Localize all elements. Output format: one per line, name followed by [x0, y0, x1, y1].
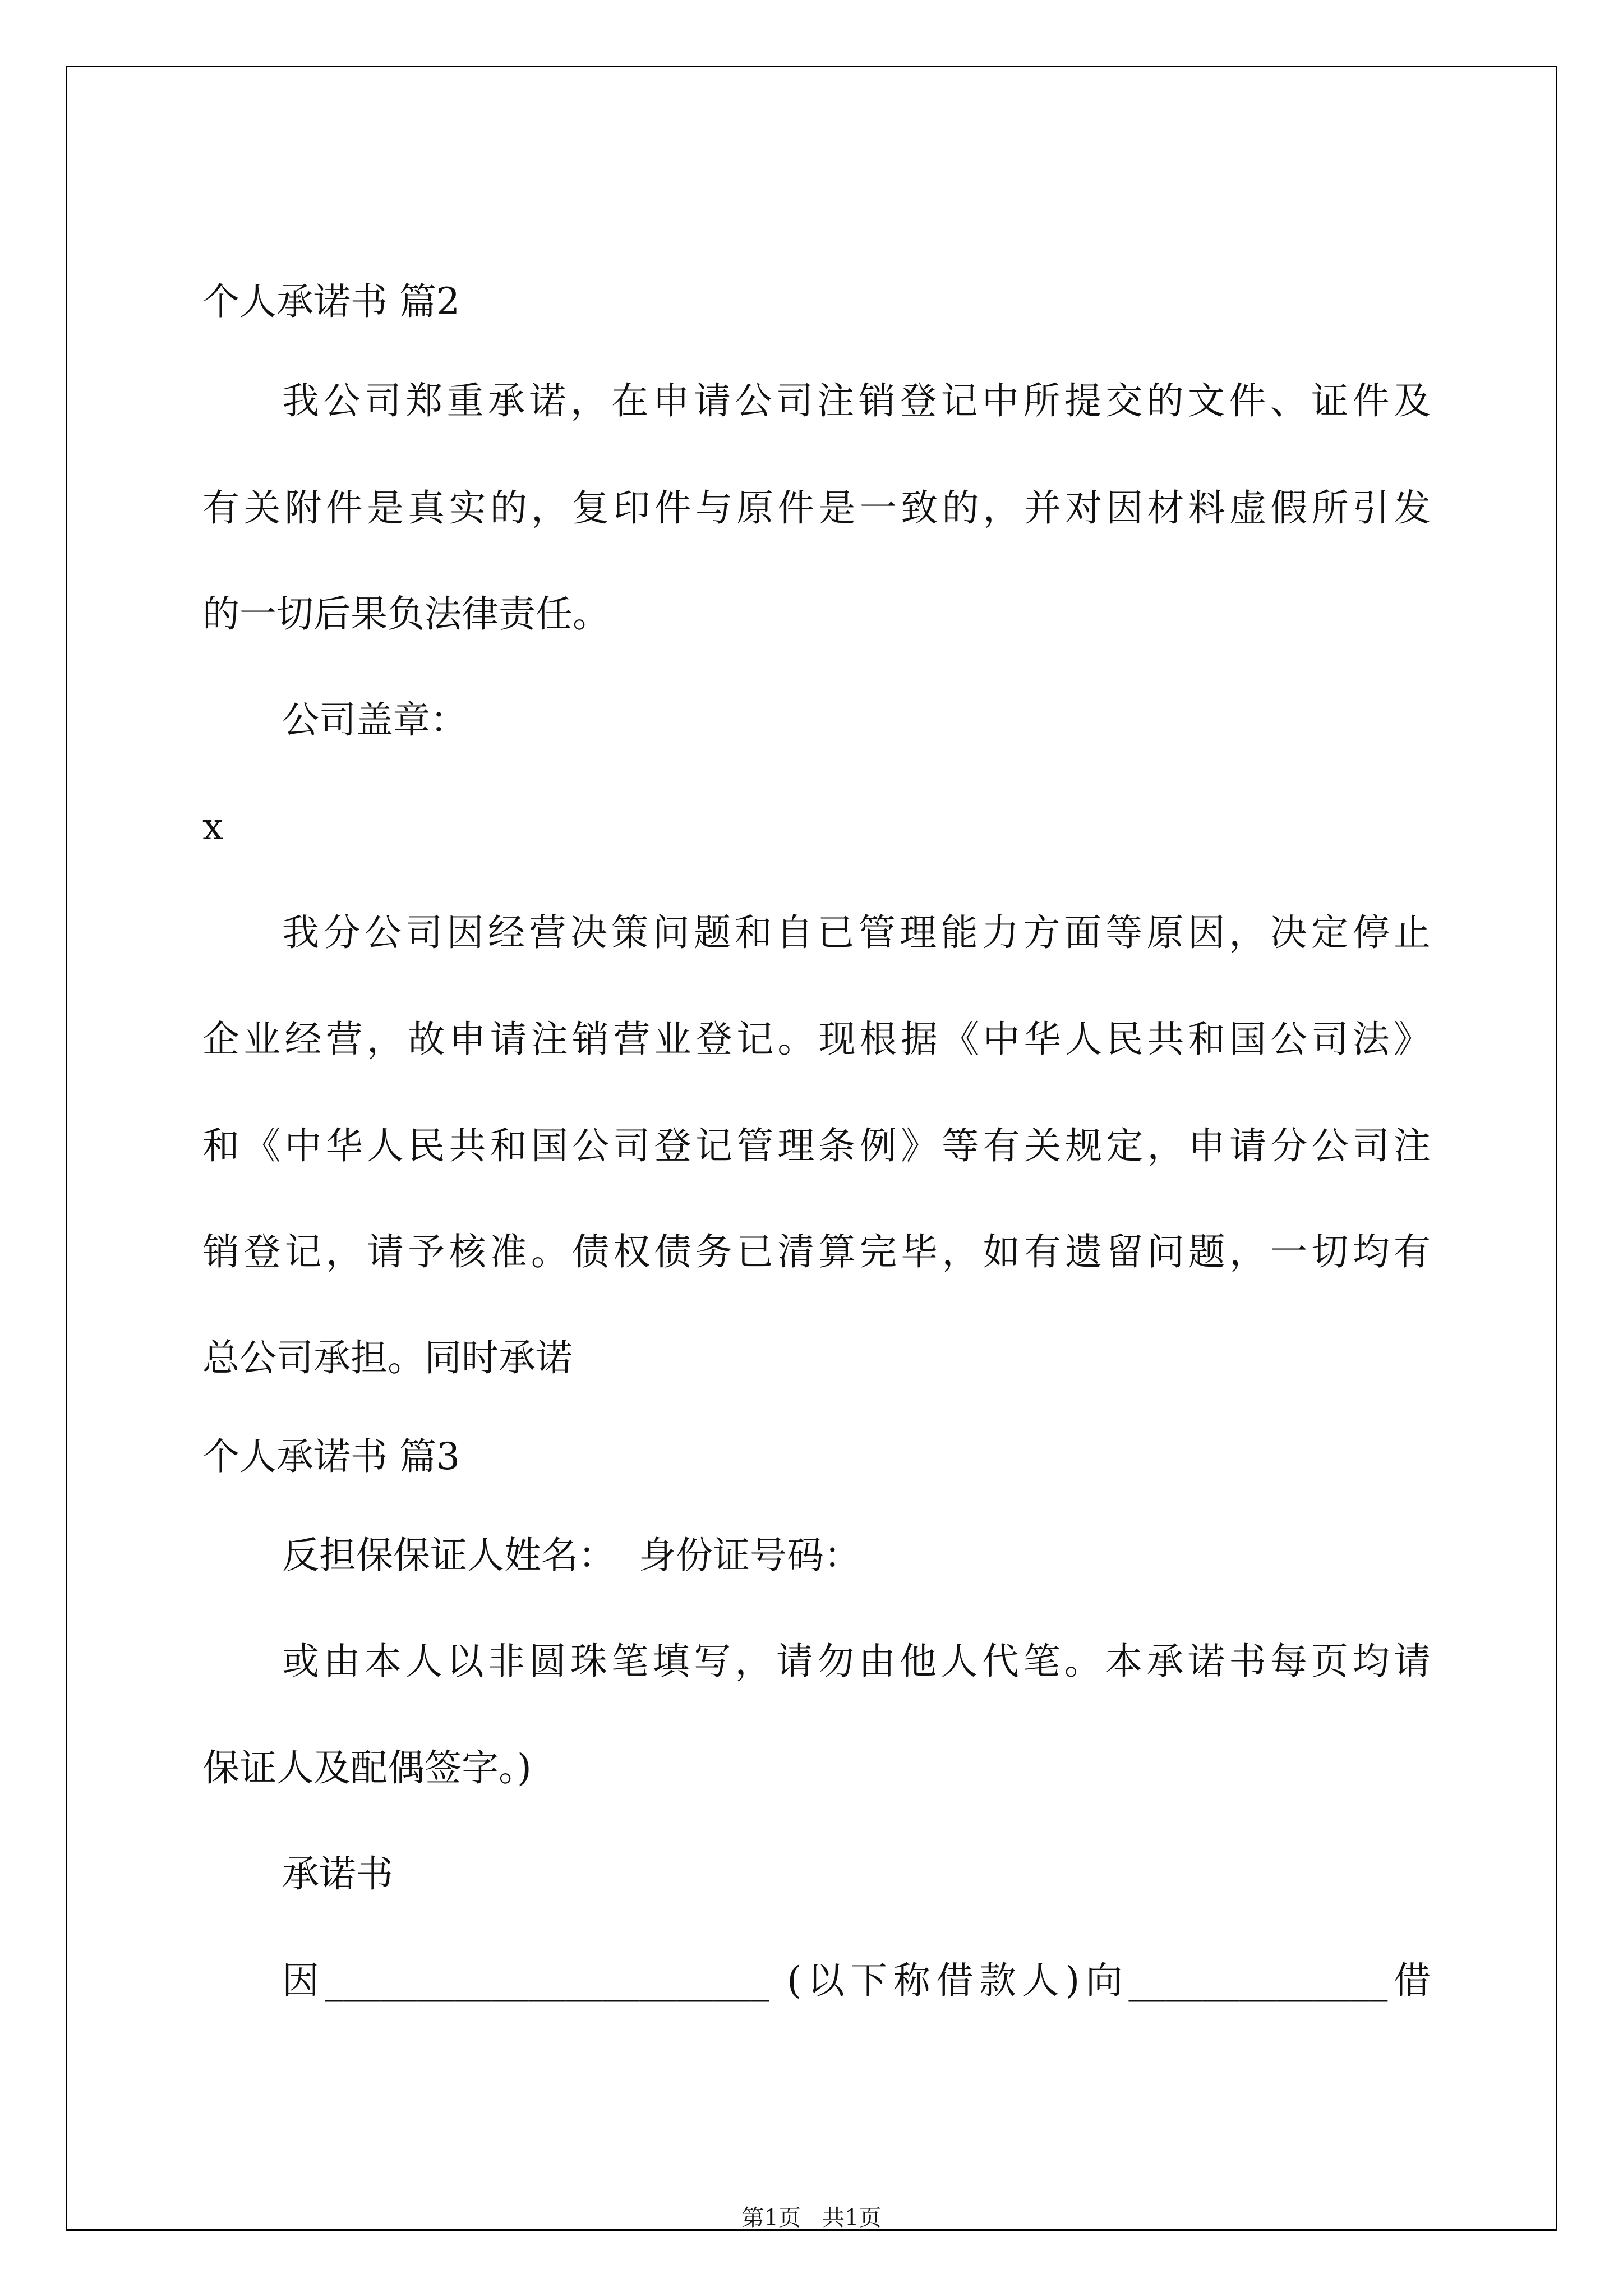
- paragraph-line: 保证人及配偶签字。): [202, 1746, 532, 1789]
- commitment-title: 承诺书: [282, 1852, 393, 1895]
- paragraph-line: 因________________________ (以下称借款人)向______________借: [282, 1959, 1431, 2002]
- paragraph-line: 我公司郑重承诺，在申请公司注销登记中所提交的文件、证件及: [282, 379, 1431, 422]
- paragraph-line: 反担保保证人姓名： 身份证号码：: [282, 1534, 861, 1577]
- paragraph-line: 企业经营，故申请注销营业登记。现根据《中华人民共和国公司法》: [202, 1018, 1431, 1061]
- paragraph-line: 的一切后果负法律责任。: [202, 592, 610, 636]
- document-page: [66, 66, 1557, 2231]
- paragraph-line: 或由本人以非圆珠笔填写，请勿由他人代笔。本承诺书每页均请: [282, 1640, 1431, 1683]
- paragraph-line: 和《中华人民共和国公司登记管理条例》等有关规定，申请分公司注: [202, 1124, 1431, 1167]
- page-footer: 第1页 共1页: [741, 2205, 882, 2231]
- paragraph-line: 总公司承担。同时承诺: [202, 1336, 573, 1379]
- company-seal-label: 公司盖章：: [282, 698, 467, 742]
- section-heading-3: 个人承诺书 篇3: [202, 1435, 460, 1478]
- paragraph-line: 销登记，请予核准。债权债务已清算完毕，如有遗留问题，一切均有: [202, 1230, 1431, 1273]
- section-heading-2: 个人承诺书 篇2: [202, 280, 460, 323]
- paragraph-line: 有关附件是真实的，复印件与原件是一致的，并对因材料虚假所引发: [202, 486, 1431, 530]
- paragraph-line: x: [202, 805, 224, 848]
- paragraph-line: 我分公司因经营决策问题和自已管理能力方面等原因，决定停止: [282, 911, 1431, 954]
